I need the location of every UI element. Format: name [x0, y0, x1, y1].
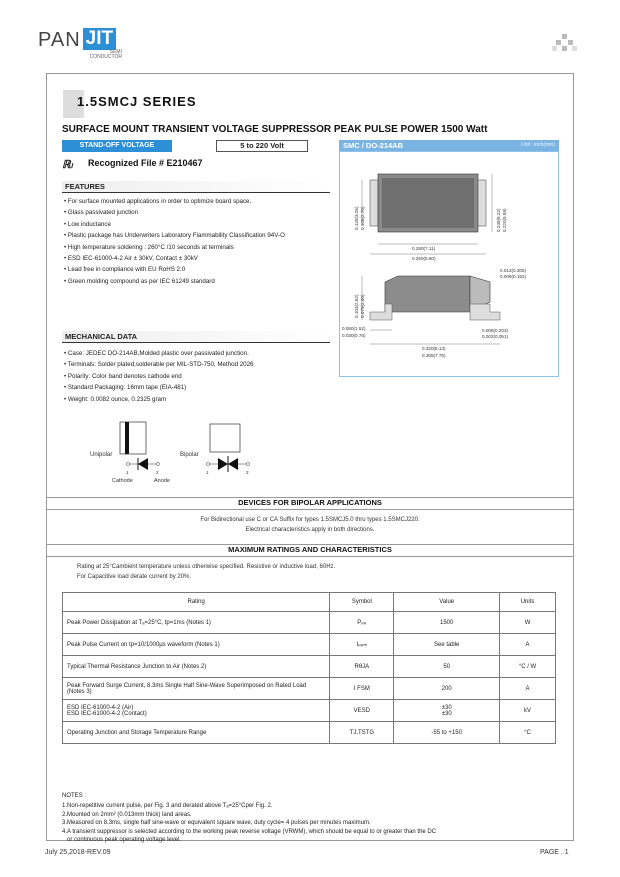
feature-item: • Low inductance — [64, 220, 111, 228]
unipolar-label: Unipolar — [90, 452, 113, 458]
anode-label: Anode — [154, 478, 170, 484]
cell-units: kV — [500, 700, 556, 722]
pin-label: 1 — [206, 470, 209, 475]
mechanical-heading: MECHANICAL DATA — [62, 331, 330, 343]
decorative-dots-icon — [552, 34, 578, 54]
cell-value: 200 — [394, 678, 500, 700]
table-header-row — [63, 593, 556, 612]
feature-item: • For surface mounted applications in order to optimize board space. — [64, 198, 252, 205]
logo-pan-text: PAN — [38, 29, 81, 51]
logo-sub-semi: SEMI — [109, 49, 122, 55]
ratings-table — [62, 592, 556, 744]
cell-units: W — [500, 612, 556, 634]
voltage-range: 5 to 220 Volt — [216, 140, 308, 152]
mechanical-item: • Weight: 0.0082 ounce, 0.2325 gram — [64, 395, 167, 403]
unit-label: Unit : inch(mm) — [521, 142, 555, 148]
feature-item: • Green molding compound as per IEC 61249 standard — [64, 277, 215, 285]
dim-label: 0.030(0.76) — [342, 333, 366, 338]
series-title: 1.5SMCJ SERIES — [77, 94, 197, 109]
notes-section — [62, 792, 562, 844]
ratings-heading: MAXIMUM RATINGS AND CHARACTERISTICS — [228, 545, 392, 554]
col-header-rating: Rating — [63, 593, 330, 612]
feature-item: • ESD IEC-61000-4-2 Air ± 30kV, Contact ± 30kV — [64, 255, 198, 263]
col-header-symbol: Symbol — [330, 593, 394, 612]
bipolar-line-2: Electrical characteristics apply in both directions. — [245, 527, 375, 533]
cathode-label: Cathode — [112, 478, 133, 484]
dim-label: 0.305(7.75) — [422, 353, 446, 358]
feature-item: • Lead free in compliance with EU RoHS 2.0 — [64, 266, 186, 274]
pin-label: 2 — [156, 470, 159, 475]
package-header — [339, 140, 559, 151]
cell-symbol: I FSM — [330, 678, 394, 700]
polarity-diagram — [90, 420, 280, 492]
cell-symbol: VESD — [330, 700, 394, 722]
table-row — [63, 700, 556, 722]
mechanical-item: • Standard Packaging: 16mm tape (EIA-481) — [64, 384, 187, 392]
package-drawing — [339, 151, 559, 377]
dim-label: 0.079(2.00) — [360, 294, 365, 318]
logo-jit-text: JIT — [83, 28, 116, 50]
table-row — [63, 634, 556, 656]
cell-value: See table — [394, 634, 500, 656]
dim-label: 0.280(7.11) — [412, 246, 436, 251]
bipolar-line-1: For Bidirectional use C or CA Suffix for types 1.5SMCJ5.0 thru types 1.5SMCJ220. — [200, 517, 420, 523]
pin-label: 2 — [246, 470, 249, 475]
table-row — [63, 612, 556, 634]
feature-item: • High temperature soldering : 260°C /10 seconds at terminals — [64, 243, 234, 251]
cell-units: A — [500, 678, 556, 700]
dim-label: 0.106(2.70) — [360, 206, 365, 230]
pin-label: 1 — [126, 470, 129, 475]
mechanical-item: • Case: JEDEC DO-214AB,Molded plastic over passivated junction. — [64, 350, 249, 357]
dim-label: 0.002(0.051) — [482, 334, 509, 339]
mechanical-item: • Polarity: Color band denotes cathode end — [64, 372, 182, 380]
table-row — [63, 678, 556, 700]
dim-label: 0.012(0.305) — [500, 268, 527, 273]
ratings-line-1: Rating at 25°Cambient temperature unless otherwise specified. Resistive or inductive load, 60Hz. — [77, 564, 336, 570]
dim-label: 0.060(1.52) — [342, 326, 366, 331]
cell-value: 50 — [394, 656, 500, 678]
col-header-units: Units — [500, 593, 556, 612]
note-item: or continuous peak operating voltage level. — [62, 837, 182, 844]
cell-units: °C — [500, 722, 556, 744]
cell-rating: Operating Junction and Storage Temperature Range — [63, 722, 330, 744]
features-list — [64, 198, 334, 286]
feature-item: • Plastic package has Underwriters Laboratory Flammability Classification 94V-O — [64, 232, 285, 240]
dim-label: 0.220(5.59) — [502, 208, 507, 232]
cell-symbol: Pₚₚ — [330, 612, 394, 634]
cell-symbol: Iₚₚₘ — [330, 634, 394, 656]
package-outline-svg — [340, 152, 560, 378]
dim-label: 0.128(3.25) — [354, 206, 359, 230]
logo-sub-conductor: CONDUCTOR — [89, 54, 122, 60]
cell-value: 1500 — [394, 612, 500, 634]
table-row — [63, 656, 556, 678]
dim-label: 0.320(8.13) — [422, 346, 446, 351]
dim-label: 0.103(2.62) — [354, 294, 359, 318]
dim-label: 0.260(6.60) — [412, 256, 436, 261]
standoff-voltage-label: STAND-OFF VOLTAGE — [62, 140, 172, 152]
footer-page: PAGE . 1 — [540, 849, 569, 856]
mechanical-item: • Terminals: Solder plated,solderable per MIL-STD-750, Method 2026 — [64, 361, 254, 369]
ratings-line-2: For Capacitive load derate current by 20%. — [77, 574, 192, 580]
bipolar-heading: DEVICES FOR BIPOLAR APPLICATIONS — [238, 498, 382, 507]
cell-rating: Typical Thermal Resistance Junction to Air (Notes 2) — [63, 656, 330, 678]
package-name: SMC / DO-214AB — [343, 141, 404, 150]
cell-rating: Peak Forward Surge Current, 8.3ms Single Half Sine-Wave Superimposed on Rated Load (Notes 3) — [63, 678, 330, 700]
note-item: 4.A transient suppressor is selected according to the working peak reverse voltage (VRWM), which should be equal to or greater than the DC — [62, 828, 437, 835]
mechanical-list — [64, 350, 334, 404]
cell-symbol: TJ,TSTG — [330, 722, 394, 744]
recognized-file: Recognized File # E210467 — [88, 158, 203, 168]
note-item: 1.Non-repetitive current pulse, per Fig. 3 and derated above Tₐ=25°Cper Fig. 2. — [62, 803, 273, 810]
cell-units: °C / W — [500, 656, 556, 678]
cell-value: -55 to +150 — [394, 722, 500, 744]
feature-item: • Glass passivated junction — [64, 209, 139, 217]
cell-symbol: RθJA — [330, 656, 394, 678]
cell-rating: ESD IEC-61000-4-2 (Air) ESD IEC-61000-4-2 (Contact) — [63, 700, 330, 722]
bipolar-label: Bipolar — [180, 452, 199, 458]
note-item: 2.Mounted on 2mm² (0.013mm thick) land areas. — [62, 811, 192, 818]
dim-label: 0.006(0.152) — [500, 274, 527, 279]
notes-heading: NOTES : — [62, 793, 87, 799]
cell-value: ±30 ±30 — [394, 700, 500, 722]
cell-units: A — [500, 634, 556, 656]
product-subtitle: SURFACE MOUNT TRANSIENT VOLTAGE SUPPRESSOR PEAK PULSE POWER 1500 Watt — [62, 124, 488, 135]
cell-rating: Peak Pulse Current on tp=10/1000μs waveform (Notes 1) — [63, 634, 330, 656]
dim-label: 0.245(6.22) — [496, 208, 501, 232]
logo-subtitle — [86, 50, 122, 60]
features-heading: FEATURES — [62, 181, 330, 193]
cell-rating: Peak Power Dissipation at Tₐ=25°C, tp=1ms (Notes 1) — [63, 612, 330, 634]
table-row — [63, 722, 556, 744]
col-header-value: Value — [394, 593, 500, 612]
ul-recognized-icon: ℝₗ — [62, 159, 73, 171]
dim-label: 0.008(0.203) — [482, 328, 509, 333]
note-item: 3.Measured on 8.3ms, single half sine-wave or equivalent square wave, duty cycle= 4 pulses per minutes maximum. — [62, 820, 371, 827]
footer-date: July 25,2018-REV.09 — [45, 849, 111, 856]
